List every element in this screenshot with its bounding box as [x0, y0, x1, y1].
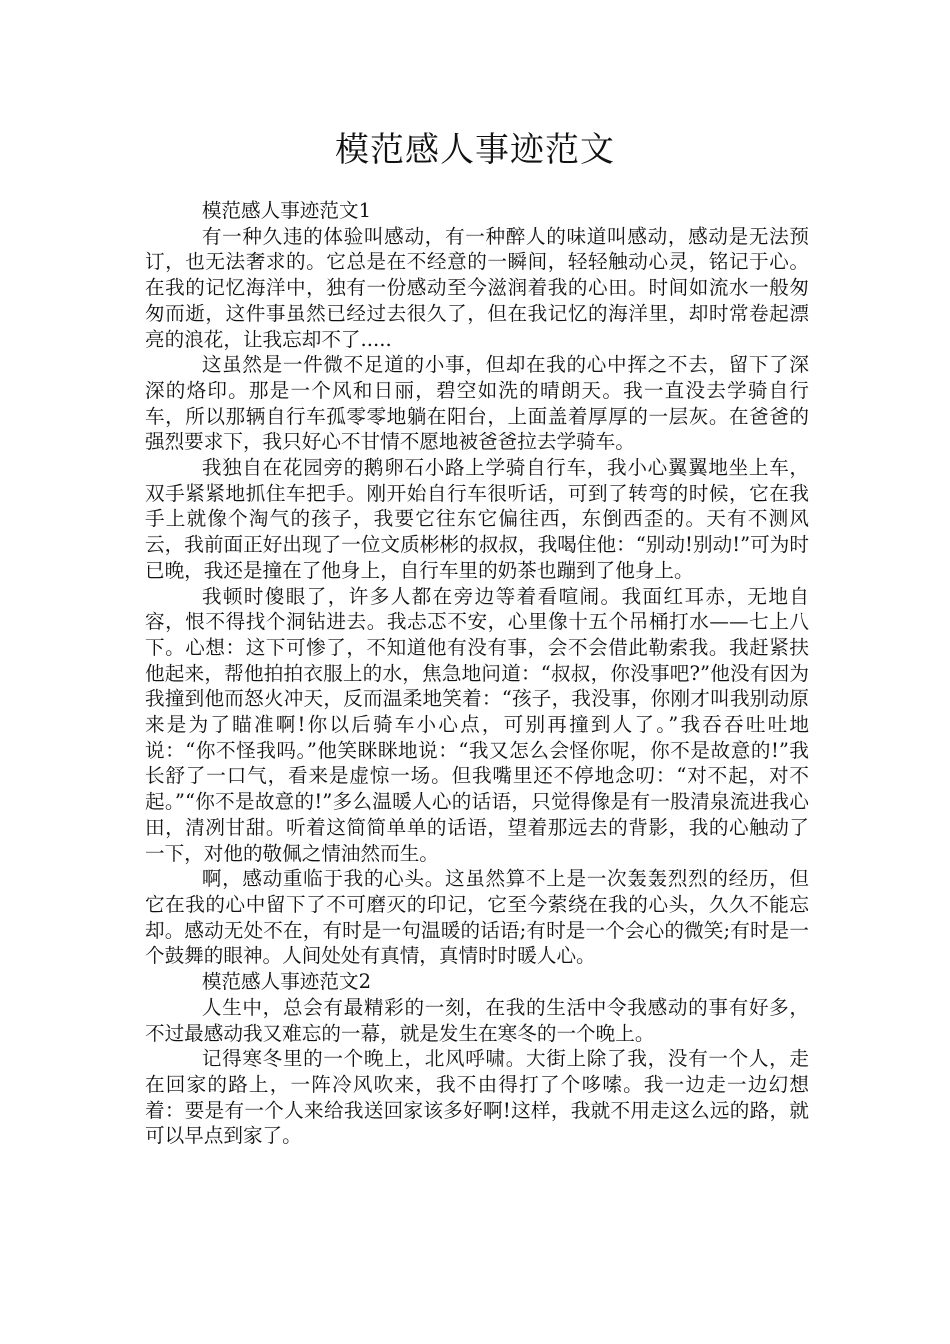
section-heading-1: 模范感人事迹范文1: [201, 199, 372, 222]
paragraph: 记得寒冬里的一个晚上，北风呼啸。大街上除了我，没有一个人，走在回家的路上，一阵冷风吹来，我不由得打了个哆嗦。我一边走一边幻想着：要是有一个人来给我送回家该多好啊!这样，我就不用走这么远的路，就可以早点到家了。: [145, 1047, 809, 1148]
paragraph: 我独自在花园旁的鹅卵石小路上学骑自行车，我小心翼翼地坐上车，双手紧紧地抓住车把手。刚开始自行车很听话，可到了转弯的时候，它在我手上就像个淘气的孩子，我要它往东它偏往西，东倒西歪的。天有不测风云，我前面正好出现了一位文质彬彬的叔叔，我喝住他：“别动!别动!”可为时已晚，我还是撞在了他身上，自行车里的奶茶也蹦到了他身上。: [145, 456, 809, 582]
paragraph: 这虽然是一件微不足道的小事，但却在我的心中挥之不去，留下了深深的烙印。那是一个风和日丽，碧空如洗的晴朗天。我一直没去学骑自行车，所以那辆自行车孤零零地躺在阳台，上面盖着厚厚的一层灰。在爸爸的强烈要求下，我只好心不甘情不愿地被爸爸拉去学骑车。: [145, 353, 809, 454]
document-body: [145, 198, 809, 1149]
paragraph: 有一种久违的体验叫感动，有一种醉人的味道叫感动，感动是无法预订，也无法奢求的。它总是在不经意的一瞬间，轻轻触动心灵，铭记于心。在我的记忆海洋中，独有一份感动至今滋润着我的心田。时间如流水一般匆匆而逝，这件事虽然已经过去很久了，但在我记忆的海洋里，却时常卷起漂亮的浪花，让我忘却不了.....: [145, 224, 809, 351]
paragraph: 啊，感动重临于我的心头。这虽然算不上是一次轰轰烈烈的经历，但它在我的心中留下了不可磨灭的印记，它至今萦绕在我的心头，久久不能忘却。感动无处不在，有时是一句温暖的话语;有时是一个会心的微笑;有时是一个鼓舞的眼神。人间处处有真情，真情时时暖人心。: [145, 867, 809, 968]
paragraph: 人生中，总会有最精彩的一刻，在我的生活中令我感动的事有好多，不过最感动我又难忘的一幕，就是发生在寒冬的一个晚上。: [145, 995, 809, 1045]
document-title: 模范感人事迹范文: [335, 130, 615, 170]
section-heading-2: 模范感人事迹范文2: [201, 970, 372, 994]
paragraph: 我顿时傻眼了，许多人都在旁边等着看喧闹。我面红耳赤，无地自容，恨不得找个洞钻进去。我忐忑不安，心里像十五个吊桶打水——七上八下。心想：这下可惨了，不知道他有没有事，会不会借此勒索我。我赶紧扶他起来，帮他拍拍衣服上的水，焦急地问道：“叔叔，你没事吧?”他没有因为我撞到他而怒火冲天，反而温柔地笑着：“孩子，我没事，你刚才叫我别动原来是为了瞄准啊!你以后骑车小心点，可别再撞到人了。”我吞吞吐吐地说：“你不怪我吗。”他笑眯眯地说：“我又怎么会怪你呢，你不是故意的!”我长舒了一口气，看来是虚惊一场。但我嘴里还不停地念叨：“对不起，对不起。”“你不是故意的!”多么温暖人心的话语，只觉得像是有一股清泉流进我心田，清冽甘甜。听着这简简单单的话语，望着那远去的背影，我的心触动了一下，对他的敬佩之情油然而生。: [145, 584, 809, 865]
